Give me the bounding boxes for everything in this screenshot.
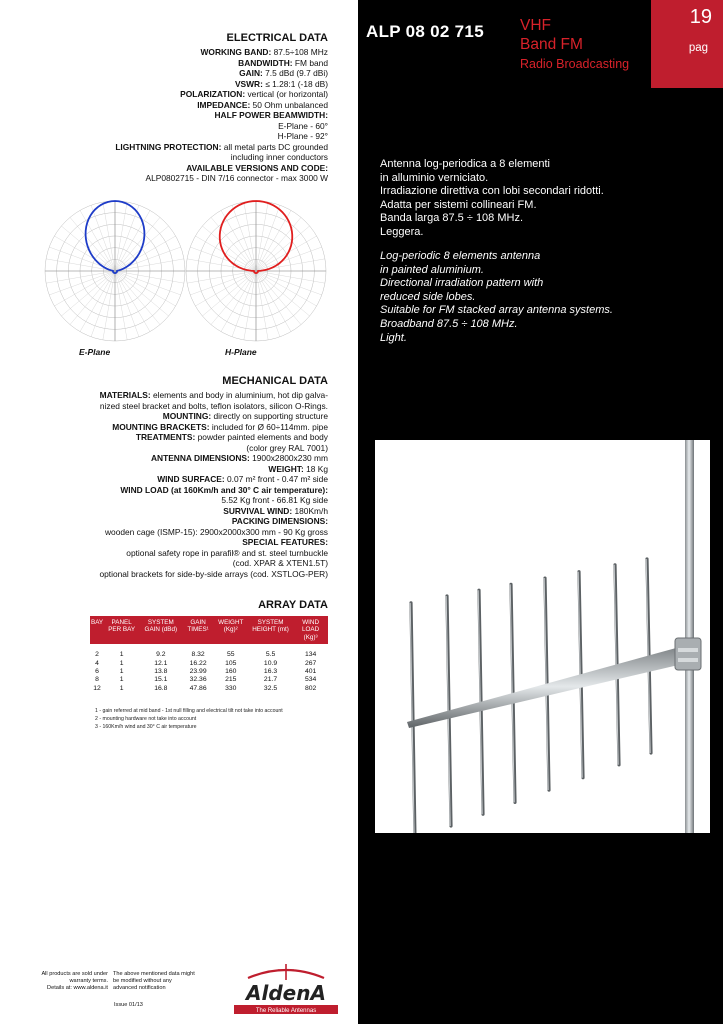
- label: VSWR:: [234, 78, 263, 89]
- materials-row: [40, 390, 328, 401]
- value: included for Ø 60÷114mm. pipe: [209, 421, 328, 432]
- value: FM band: [292, 57, 328, 68]
- h-plane-beamwidth: H-Plane - 92°: [277, 131, 328, 141]
- array-title: ARRAY DATA: [258, 599, 328, 611]
- label: POLARIZATION:: [180, 89, 246, 99]
- desc-it-line: Irradiazione direttiva con lobi secondari ridotti.: [380, 185, 604, 198]
- table-row: [90, 685, 328, 693]
- label: BANDWIDTH:: [238, 57, 293, 68]
- value: 7.5 dBd (9.7 dBi): [262, 68, 328, 78]
- versions-label: AVAILABLE VERSIONS AND CODE:: [186, 162, 328, 173]
- modification-note: [113, 971, 213, 991]
- desc-en-line: Directional irradiation pattern with: [380, 277, 544, 290]
- description-english: [380, 250, 613, 345]
- desc-en-line: Light.: [380, 331, 407, 344]
- label: WORKING BAND:: [200, 47, 272, 57]
- h-plane-label: H-Plane: [225, 347, 257, 357]
- value: 1900x2800x230 mm: [249, 453, 328, 463]
- electrical-title: ELECTRICAL DATA: [226, 32, 328, 44]
- wind-load-label: WIND LOAD (at 160Km/h and 30° C air temperature):: [120, 484, 328, 495]
- modification-line: advanced notification: [113, 984, 166, 991]
- model-code: ALP 08 02 715: [366, 22, 484, 41]
- antenna-illustration: [375, 440, 710, 833]
- bracket-bolt: [678, 658, 698, 662]
- table-cell: 215: [225, 676, 237, 684]
- value: directly on supporting structure: [211, 411, 328, 421]
- table-cell: 5.5: [265, 651, 276, 659]
- table-cell: 2: [95, 651, 99, 659]
- polar-diagrams: [20, 196, 340, 346]
- table-cell: 802: [304, 684, 317, 692]
- table-cell: 1: [119, 684, 124, 692]
- brackets-row: [40, 422, 328, 433]
- table-cell: 534: [304, 676, 317, 684]
- mounting-row: [40, 411, 328, 422]
- desc-en-line: Suitable for FM stacked array antenna systems.: [380, 304, 613, 317]
- table-cell: 1: [119, 676, 124, 684]
- table-cell: 10.9: [263, 659, 278, 667]
- table-cell: 6: [95, 668, 99, 676]
- weight-row: [40, 464, 328, 475]
- value: 18 Kg: [303, 463, 328, 474]
- desc-en-line: in painted aluminium.: [380, 263, 484, 276]
- e-plane-beamwidth: E-Plane - 60°: [278, 120, 328, 131]
- category-box: [509, 0, 651, 88]
- table-cell: 16.8: [154, 684, 168, 692]
- warranty-note: [30, 971, 108, 991]
- electrical-data: [20, 32, 328, 184]
- table-cell: 15.1: [154, 676, 168, 684]
- table-cell: 267: [304, 659, 317, 667]
- label: SURVIVAL WIND:: [223, 505, 293, 516]
- table-cell: 401: [304, 668, 317, 676]
- table-cell: 13.8: [154, 668, 168, 676]
- packing-value: wooden cage (ISMP-15): 2900x2000x300 mm - 90 Kg gross: [105, 526, 328, 537]
- note: 1 - gain referred at mid band - 1st null filling and electrical tilt not take into account: [95, 708, 283, 714]
- warranty-line: Details at: www.aldena.it: [47, 984, 108, 991]
- table-cell: 330: [225, 684, 237, 692]
- dimensions-row: [40, 453, 328, 464]
- value: 50 Ohm unbalanced: [250, 99, 328, 110]
- wind-surface-row: [40, 474, 328, 485]
- lightning-cont: including inner conductors: [230, 152, 328, 162]
- note: 2 - mounting hardware not take into account: [95, 716, 197, 722]
- table-row: [90, 668, 328, 676]
- value: 87.5÷108 MHz: [271, 47, 328, 57]
- label: WIND SURFACE:: [157, 474, 225, 484]
- working-band-row: [20, 47, 328, 58]
- versions-value: ALP0802715 - DIN 7/16 connector - max 3000 W: [145, 173, 328, 183]
- label: GAIN:: [239, 68, 263, 78]
- impedance-row: [20, 100, 328, 111]
- materials-cont: nized steel bracket and bolts, teflon isolators, silicon O-Rings.: [99, 400, 328, 411]
- e-plane-label: E-Plane: [79, 347, 111, 357]
- desc-en-line: Broadband 87.5 ÷ 108 MHz.: [380, 317, 518, 330]
- aldena-logo: [226, 960, 346, 1020]
- beamwidth-label: HALF POWER BEAMWIDTH:: [214, 110, 328, 120]
- mechanical-data: [40, 375, 328, 579]
- table-row: [90, 660, 328, 668]
- radiation-patterns: [20, 196, 340, 346]
- table-cell: 16.22: [189, 659, 207, 667]
- lightning-row: [20, 142, 328, 153]
- label: IMPEDANCE:: [197, 99, 251, 110]
- table-cell: 1: [119, 668, 124, 676]
- table-cell: 1: [119, 651, 124, 659]
- desc-en-line: Log-periodic 8 elements antenna: [380, 250, 541, 262]
- label: MOUNTING BRACKETS:: [112, 421, 210, 432]
- label: WEIGHT:: [268, 463, 304, 474]
- h-plane-diagram: [186, 201, 326, 341]
- note: 3 - 160Km/h wind and 30° C air temperature: [95, 724, 197, 730]
- footer: [20, 968, 360, 1018]
- special-line: (cod. XPAR & XTEN1.5T): [232, 558, 328, 568]
- col-header: SYSTEM HEIGHT (mt): [248, 616, 293, 644]
- table-cell: 8: [95, 676, 99, 684]
- value: 0.07 m² front - 0.47 m² side: [224, 474, 328, 484]
- label: MATERIALS:: [99, 390, 151, 400]
- col-header: BAY: [90, 616, 104, 644]
- label: ANTENNA DIMENSIONS:: [150, 453, 250, 463]
- table-cell: 4: [95, 659, 99, 667]
- col-header: WIND LOAD (Kg)³: [293, 616, 328, 644]
- modification-line: be modified without any: [113, 977, 172, 984]
- table-cell: 32.36: [189, 676, 207, 684]
- value: all metal parts DC grounded: [221, 141, 328, 152]
- warranty-line: All products are sold under: [41, 971, 108, 977]
- survival-row: [40, 506, 328, 517]
- col-header: SYSTEM GAIN (dBd): [139, 616, 182, 644]
- desc-it-line: Adatta per sistemi collineari FM.: [380, 198, 537, 211]
- gain-row: [20, 68, 328, 79]
- e-plane-diagram: [45, 201, 185, 341]
- wind-load-value: 5.52 Kg front - 66.81 Kg side: [221, 495, 328, 505]
- table-row: [90, 644, 328, 659]
- desc-it-line: Leggera.: [380, 225, 424, 238]
- desc-it-line: Banda larga 87.5 ÷ 108 MHz.: [380, 212, 524, 225]
- dipole-element: [411, 603, 415, 833]
- mast: [685, 440, 694, 833]
- desc-en-line: reduced side lobes.: [380, 290, 476, 303]
- label: LIGHTNING PROTECTION:: [115, 141, 222, 152]
- issue-label: Issue 01/13: [114, 1002, 143, 1008]
- page-label: pag: [688, 42, 708, 54]
- table-cell: 9.2: [156, 651, 166, 659]
- table-header-row: [90, 616, 328, 644]
- category-line-3: Radio Broadcasting: [520, 57, 630, 71]
- value: ≤ 1.28:1 (-18 dB): [262, 78, 328, 89]
- description-italian: [380, 158, 604, 240]
- category-line-1: VHF: [520, 17, 551, 34]
- bandwidth-row: [20, 58, 328, 69]
- table-cell: 55: [226, 651, 235, 659]
- page-number: 19: [689, 6, 712, 28]
- table-cell: 21.7: [263, 676, 278, 684]
- mechanical-title: MECHANICAL DATA: [222, 375, 328, 387]
- table-cell: 105: [225, 659, 237, 667]
- table-cell: 12.1: [154, 659, 168, 667]
- desc-it-line: in alluminio verniciato.: [380, 171, 489, 184]
- antenna-mark-icon: [248, 964, 324, 980]
- label: TREATMENTS:: [135, 432, 196, 442]
- vswr-row: [20, 79, 328, 90]
- table-cell: 160: [225, 668, 237, 676]
- warranty-line: warranty terms.: [69, 977, 108, 984]
- array-notes: [95, 707, 283, 731]
- table-cell: 32.5: [263, 684, 278, 692]
- table-cell: 12: [93, 684, 101, 692]
- table-cell: 1: [119, 659, 124, 667]
- special-line: optional brackets for side-by-side arrays (cod. XSTLOG-PER): [99, 568, 328, 579]
- table-cell: 23.99: [189, 668, 207, 676]
- col-header: GAIN TIMES¹: [183, 616, 214, 644]
- bracket-bolt: [678, 648, 698, 652]
- mount-bracket: [675, 638, 701, 670]
- special-line: optional safety rope in parafil® and st. steel turnbuckle: [126, 547, 328, 558]
- value: vertical (or horizontal): [245, 89, 328, 99]
- brand-tagline: The Reliable Antennas: [255, 1008, 317, 1014]
- treatments-row: [40, 432, 328, 443]
- antenna-photo: [375, 440, 710, 833]
- col-header: PANEL PER BAY: [104, 616, 139, 644]
- table-row: [90, 676, 328, 684]
- polarization-row: [20, 89, 328, 100]
- treatments-cont: (color grey RAL 7001): [246, 442, 328, 453]
- packing-label: PACKING DIMENSIONS:: [231, 516, 328, 526]
- special-label: SPECIAL FEATURES:: [242, 537, 328, 547]
- modification-line: The above mentioned data might: [113, 971, 195, 977]
- brand-name: AldenA: [246, 981, 326, 1005]
- label: MOUNTING:: [162, 411, 212, 421]
- page-number-box: [651, 0, 723, 88]
- value: powder painted elements and body: [195, 432, 328, 442]
- category-line-2: Band FM: [520, 36, 583, 53]
- desc-it-line: Antenna log-periodica a 8 elementi: [380, 158, 551, 170]
- col-header: WEIGHT (Kg)²: [214, 616, 248, 644]
- table-cell: 8.32: [191, 651, 205, 659]
- table-cell: 134: [304, 651, 317, 659]
- array-table: [90, 616, 328, 693]
- value: elements and body in aluminium, hot dip galva-: [150, 390, 328, 400]
- table-cell: 47.86: [189, 684, 207, 692]
- value: 180Km/h: [292, 505, 328, 516]
- table-cell: 16.3: [263, 668, 278, 676]
